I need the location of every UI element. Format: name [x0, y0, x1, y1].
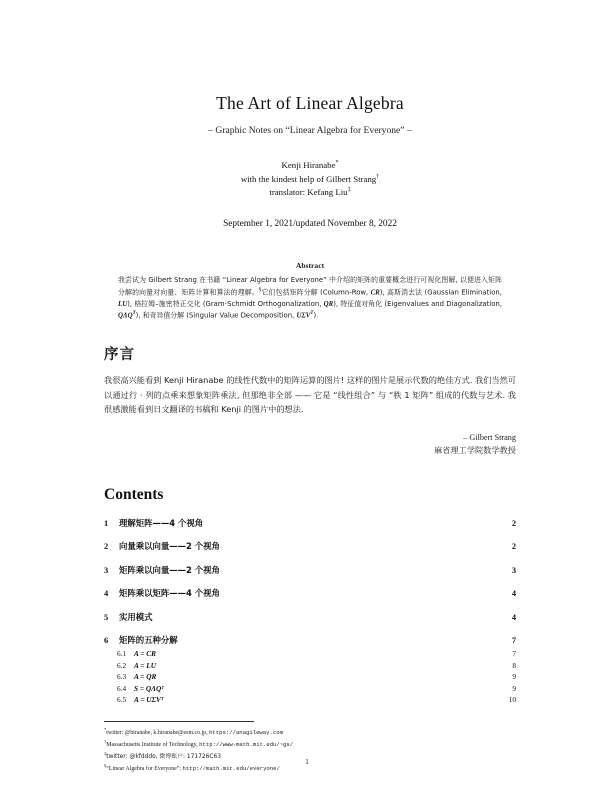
- toc-number: 4: [104, 589, 109, 598]
- toc-number: 2: [104, 542, 109, 551]
- toc-leader: [224, 541, 502, 549]
- toc-number: 6.5: [117, 695, 127, 704]
- toc-page-number: 3: [511, 565, 516, 575]
- toc-entry-6[interactable]: [104, 634, 516, 646]
- author-name: Kenji Hiranabe: [281, 160, 336, 170]
- formula-qaq-transpose: T: [132, 310, 136, 316]
- toc-entry-4[interactable]: [104, 587, 516, 599]
- abstract-section: [118, 261, 502, 321]
- toc-subentry-6-5[interactable]: [104, 695, 516, 704]
- toc-leader: [168, 695, 502, 702]
- footnote-text: twitter: @hiranabe, k.hiranabe@esm.co.jp,: [106, 729, 210, 736]
- toc-number: 6.4: [117, 683, 127, 693]
- footnote-divider: [104, 721, 254, 722]
- toc-number: 6.3: [117, 672, 127, 681]
- footnote-item: [104, 738, 516, 750]
- toc-label: A = QR: [134, 672, 157, 681]
- abstract-line-2: 解, 以便进入矩阵分解的向量对向量、矩阵计算和算法的理解。: [118, 275, 502, 297]
- toc-number: 6: [104, 636, 109, 645]
- toc-label: 矩阵乘以向量——2 个视角: [119, 564, 220, 575]
- abstract-body: [118, 275, 502, 321]
- abstract-line-3a: 斯消去法 (Gaussian Elimination,: [394, 288, 502, 297]
- toc-leader: [182, 635, 502, 643]
- toc-entry-5[interactable]: [104, 611, 516, 623]
- toc-entry-1[interactable]: [104, 517, 516, 529]
- page-number: 1: [305, 757, 309, 766]
- toc-leader: [224, 565, 502, 573]
- formula-usv-transpose: T: [310, 310, 314, 316]
- footnote-marker: †: [104, 739, 107, 745]
- toc-entry-3[interactable]: [104, 564, 516, 576]
- toc-leader: [207, 518, 502, 526]
- preface-line-1: 我很高兴能看到 Kenji Hiranabe 的线性代数中的矩阵运算的图片! 这样的图片是展示代数的绝佳方式. 我们: [104, 375, 492, 386]
- preface-signature: [104, 431, 516, 457]
- toc-subentry-6-1[interactable]: [104, 649, 516, 658]
- helper-footnote-marker: †: [376, 173, 380, 180]
- footnote-url[interactable]: http://math.mit.edu/everyone/: [182, 765, 280, 773]
- page-subtitle: – Graphic Notes on “Linear Algebra for Everyone” –: [208, 125, 412, 136]
- toc-leader: [160, 672, 502, 679]
- toc-leader: [157, 612, 503, 620]
- toc-label: A = LU: [134, 660, 156, 670]
- footnote-marker: §: [104, 763, 107, 769]
- author-primary: [104, 159, 516, 173]
- abstract-line-3b: ), 格拉姆–施密特正交化 (Gram-Schmidt Orthogonalization,: [127, 299, 324, 308]
- toc-label: 矩阵的五种分解: [119, 635, 178, 645]
- abstract-line-2-cont: 它们包括矩阵分解 (Column-Row,: [261, 288, 371, 297]
- toc-number: 1: [104, 518, 109, 528]
- footnote-text: “Linear Algebra for Everyone”:: [106, 766, 183, 773]
- toc-page-number: 2: [511, 542, 516, 551]
- abstract-line-3c: ), 特: [333, 299, 348, 308]
- formula-lu: LU: [118, 300, 128, 308]
- toc-page-number: 2: [511, 518, 516, 528]
- author-translator: [104, 186, 516, 200]
- toc-label: 矩阵乘以矩阵——4 个视角: [119, 588, 220, 598]
- toc-number: 6.1: [117, 649, 127, 658]
- toc-page-number: 9: [512, 672, 516, 681]
- signature-affiliation: 麻省理工学院数学教授: [434, 445, 516, 456]
- toc-list: [104, 517, 516, 705]
- translator-footnote-marker: ‡: [347, 187, 351, 194]
- abstract-footnote-marker: §: [258, 287, 262, 294]
- publication-date: September 1, 2021/updated November 8, 2022: [223, 218, 397, 229]
- contents-heading: Contents: [104, 485, 164, 503]
- toc-label: 向量乘以向量——2 个视角: [119, 541, 220, 551]
- footnote-marker: ‡: [104, 751, 107, 757]
- footnote-text: twitter: @kfdddo, 微博账户: 171726C63: [106, 754, 221, 761]
- toc-subentry-6-3[interactable]: [104, 672, 516, 681]
- footnote-url[interactable]: https://anagileway.com: [209, 728, 283, 736]
- author-footnote-marker: *: [335, 160, 339, 167]
- formula-qr: QR: [323, 300, 334, 308]
- toc-page-number: 9: [512, 683, 516, 693]
- footnote-item: [104, 726, 516, 738]
- toc-page-number: 7: [512, 649, 516, 658]
- author-block: [104, 159, 516, 200]
- formula-cr: CR: [370, 289, 380, 297]
- preface-body: [104, 373, 516, 416]
- toc-number: 6.2: [117, 660, 127, 670]
- signature-name: – Gilbert Strang: [463, 433, 516, 443]
- footnote-list: [104, 726, 516, 775]
- toc-leader: [160, 661, 502, 668]
- toc-subentry-6-2[interactable]: [104, 661, 516, 670]
- footnote-marker: *: [104, 727, 107, 732]
- toc-label: S = QΛQᵀ: [134, 683, 164, 693]
- formula-usv: UΣV: [296, 312, 311, 320]
- toc-entry-2[interactable]: [104, 540, 516, 552]
- toc-label: 实用模式: [119, 611, 153, 622]
- abstract-line-5b: ).: [313, 311, 319, 320]
- abstract-line-1: 我尝试为 Gilbert Strang 在书籍 “Linear Algebra for Everyone” 中介绍的矩阵的重要概念进行可视化图: [118, 275, 449, 284]
- formula-qaq: QΛQ: [118, 312, 133, 320]
- abstract-line-2-end: ), 高: [379, 288, 395, 297]
- preface-line-2: 当然可以通过行 · 列的点乘来想象矩阵乘法, 但那绝非全部 —— 它是 “线性组合” 与 “秩 1 矩阵” 组成的代数: [104, 375, 516, 400]
- toc-number: 3: [104, 565, 109, 575]
- helper-name: with the kindest help of Gilbert Strang: [240, 173, 377, 184]
- footnote-url[interactable]: http://www-math.mit.edu/~gs/: [199, 741, 294, 749]
- toc-leader: [224, 588, 502, 596]
- toc-number: 5: [104, 612, 109, 622]
- page-content: [104, 0, 516, 775]
- toc-label: 理解矩阵——4 个视角: [119, 517, 204, 528]
- toc-page-number: 4: [511, 589, 516, 598]
- page-title: The Art of Linear Algebra: [216, 93, 404, 113]
- preface-line-3: 与艺术. 我很感激能看到日文翻译的书稿和 Kenji 的图片中的想法.: [104, 389, 516, 414]
- translator-name: translator: Kefang Liu: [269, 187, 348, 198]
- preface-heading: 序言: [104, 347, 135, 364]
- toc-page-number: 4: [511, 612, 516, 622]
- toc-page-number: 8: [512, 660, 516, 670]
- toc-leader: [160, 649, 502, 656]
- abstract-heading: Abstract: [295, 260, 325, 270]
- toc-leader: [168, 684, 502, 691]
- toc-page-number: 10: [508, 695, 516, 704]
- abstract-line-4b: ), 和奇异值分解 (Singular Value Decomposition,: [135, 311, 295, 320]
- abstract-line-4a: 征值对角化 (Eigenvalues and Diagonalization,: [347, 299, 502, 308]
- toc-subentry-6-4[interactable]: [104, 684, 516, 693]
- toc-label: A = UΣVᵀ: [134, 695, 164, 704]
- toc-page-number: 7: [511, 636, 516, 645]
- toc-label: A = CR: [134, 649, 157, 658]
- footnote-text: Massachusetts Institute of Technology,: [106, 742, 200, 749]
- author-helper: [104, 173, 516, 187]
